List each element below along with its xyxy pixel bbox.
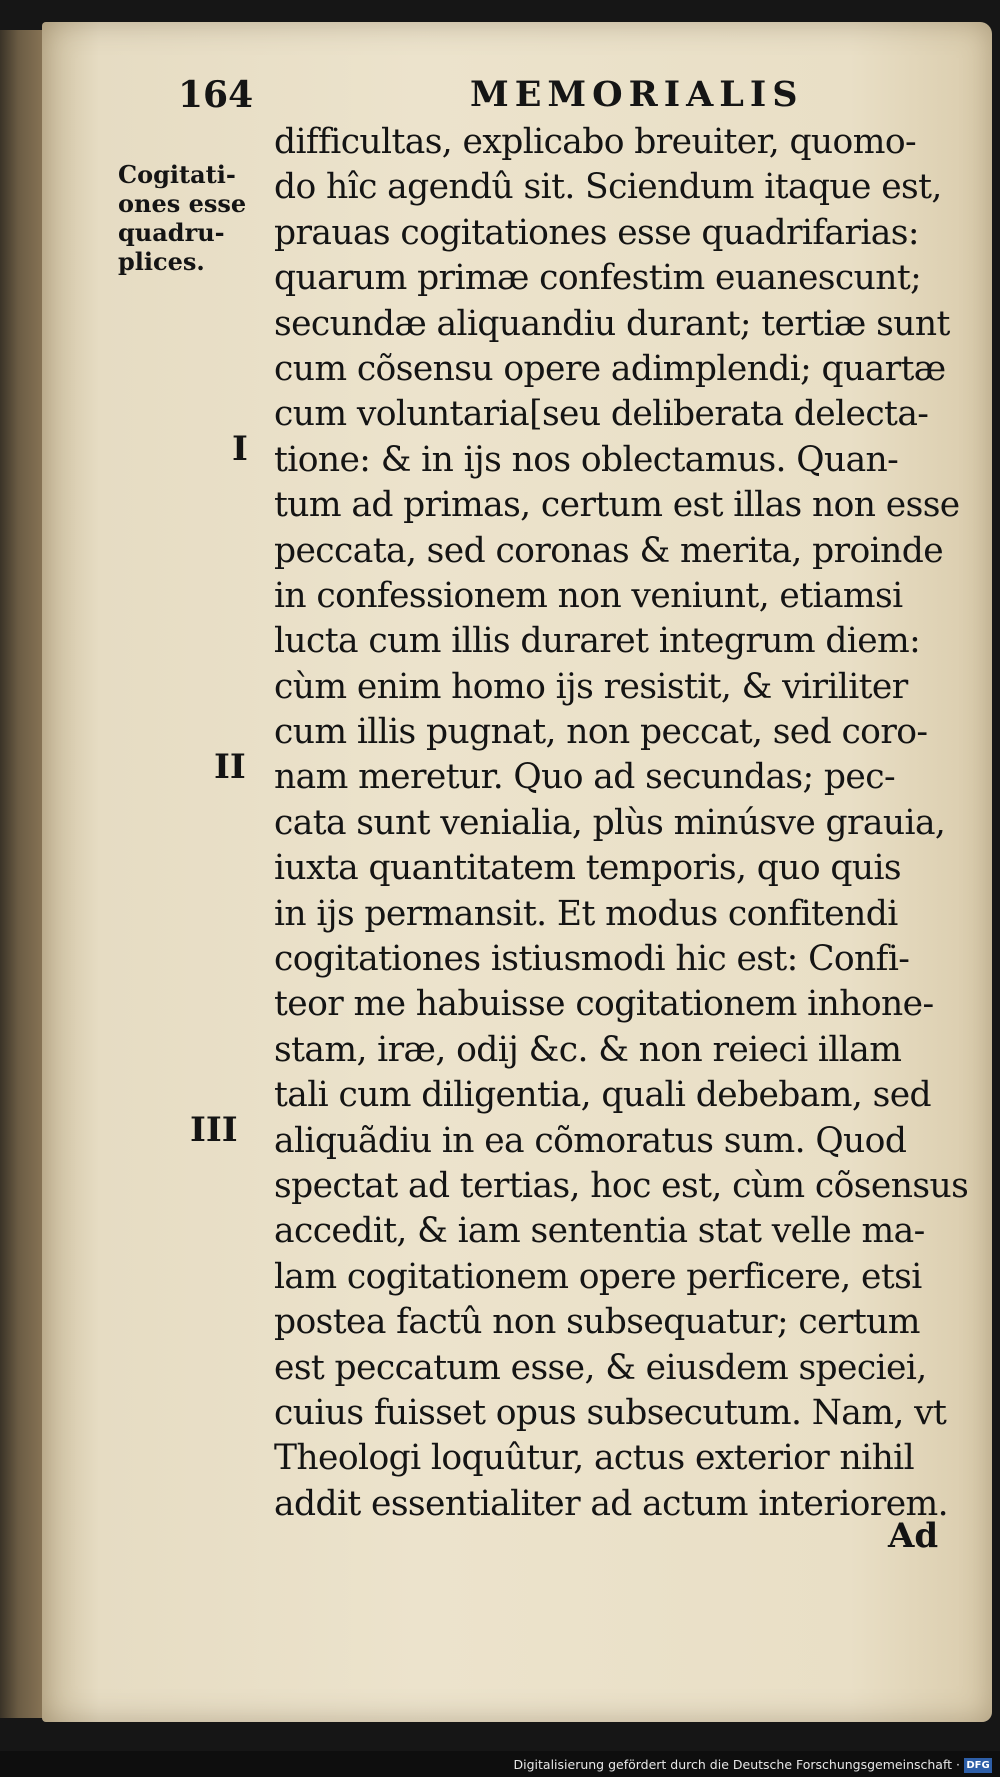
text-line: prauas cogitationes esse quadrifarias:: [274, 212, 919, 253]
text-line: est peccatum esse, & eiusdem speciei,: [274, 1347, 927, 1388]
text-line: addit essentialiter ad actum interiorem.: [274, 1483, 949, 1524]
page-number: 164: [178, 74, 254, 116]
text-line: cùm enim homo ijs resistit, & viriliter: [274, 666, 908, 707]
page-header: [0, 72, 1000, 122]
text-line: cum voluntaria[seu deliberata delecta-: [274, 394, 929, 435]
text-line: difficultas, explicabo breuiter, quomo-: [274, 122, 917, 162]
text-line: nam meretur. Quo ad secundas; pec-: [274, 757, 896, 798]
text-line: lam cogitationem opere perficere, etsi: [274, 1256, 922, 1297]
dfg-logo: DFG: [964, 1758, 992, 1773]
margin-note-line: ones esse: [118, 189, 247, 218]
text-line: teor me habuisse cogitationem inhone-: [274, 984, 934, 1025]
catchword: Ad: [888, 1516, 939, 1556]
text-line: tali cum diligentia, quali debebam, sed: [274, 1075, 932, 1116]
text-line: iuxta quantitatem temporis, quo quis: [274, 848, 901, 889]
text-line: postea factû non subsequatur; certum: [274, 1302, 920, 1343]
body-text: [274, 120, 969, 1527]
text-line: do hîc agendû sit. Sciendum itaque est,: [274, 167, 942, 208]
margin-numeral-3: III: [190, 1110, 238, 1150]
text-line: spectat ad tertias, hoc est, cùm cõsensus: [274, 1165, 969, 1206]
margin-note-line: Cogitati-: [118, 160, 236, 189]
text-line: tum ad primas, certum est illas non esse: [274, 485, 960, 526]
text-line: quarum primæ confestim euanescunt;: [274, 258, 922, 299]
text-line: lucta cum illis duraret integrum diem:: [274, 621, 921, 662]
margin-numeral-1: I: [232, 429, 248, 469]
text-line: secundæ aliquandiu durant; tertiæ sunt: [274, 303, 950, 344]
text-line: aliquãdiu in ea cõmoratus sum. Quod: [274, 1120, 907, 1161]
text-line: accedit, & iam sententia stat velle ma-: [274, 1211, 925, 1252]
text-line: stam, iræ, odij &c. & non reieci illam: [274, 1029, 902, 1070]
text-line: peccata, sed coronas & merita, proinde: [274, 530, 944, 571]
text-line: cum illis pugnat, non peccat, sed coro-: [274, 712, 928, 753]
text-line: in ijs permansit. Et modus confitendi: [274, 893, 898, 934]
text-line: cata sunt venialia, plùs minúsve grauia,: [274, 802, 946, 843]
text-line: cogitationes istiusmodi hic est: Confi-: [274, 939, 910, 980]
funding-credit: Digitalisierung gefördert durch die Deutsche Forschungsgemeinschaft ·: [513, 1757, 960, 1772]
running-head: MEMORIALIS: [470, 74, 804, 115]
margin-note: [118, 160, 246, 276]
text-line: in confessionem non veniunt, etiamsi: [274, 575, 903, 616]
book-spine-edge: [0, 30, 46, 1718]
text-line: Theologi loquûtur, actus exterior nihil: [274, 1438, 915, 1479]
margin-note-line: quadru-: [118, 218, 225, 247]
footer-bar: [0, 1751, 1000, 1777]
margin-numeral-2: II: [214, 747, 246, 787]
text-line: tione: & in ijs nos oblectamus. Quan-: [274, 439, 899, 480]
text-line: cuius fuisset opus subsecutum. Nam, vt: [274, 1392, 947, 1433]
text-line: cum cõsensu opere adimplendi; quartæ: [274, 348, 946, 389]
margin-note-line: plices.: [118, 247, 205, 276]
